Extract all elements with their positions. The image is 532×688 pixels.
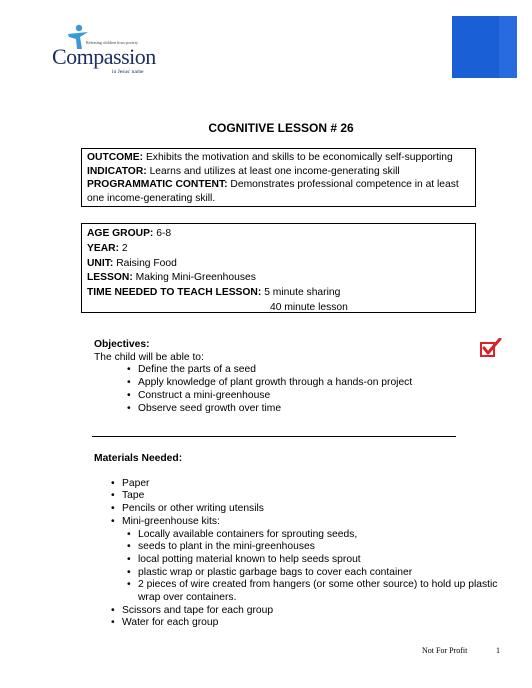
logo-tagline: Releasing children from poverty [86, 40, 138, 45]
list-item: • seeds to plant in the mini-greenhouses [138, 541, 514, 554]
lesson-row [87, 271, 470, 286]
materials-list [122, 478, 514, 630]
materials-heading: Materials Needed: [94, 453, 183, 464]
unit-value: Raising Food [116, 257, 177, 269]
page-title: COGNITIVE LESSON # 26 [208, 121, 354, 135]
page-number: 1 [496, 646, 500, 655]
objectives-section [94, 339, 474, 415]
time-label: TIME NEEDED TO TEACH LESSON: [87, 287, 262, 299]
lesson-label: LESSON: [87, 272, 133, 284]
year-label: YEAR: [87, 242, 120, 254]
year-row [87, 242, 470, 257]
outcome-label: OUTCOME: [87, 152, 144, 163]
list-item: • Apply knowledge of plant growth through a hands-on project [138, 377, 474, 390]
outcome-row [87, 151, 470, 165]
age-group-label: AGE GROUP: [87, 228, 154, 239]
decorative-blue-box [452, 16, 517, 78]
indicator-text: Learns and utilizes at least one income-generating skill [149, 165, 400, 177]
age-group-value: 6-8 [156, 228, 172, 239]
unit-row [87, 257, 470, 272]
programmatic-text: Demonstrates professional competence in at least one income-generating skill. [87, 179, 459, 204]
time-value-2: 40 minute lesson [270, 301, 348, 313]
outcome-box [81, 148, 476, 207]
objectives-list [138, 364, 474, 415]
checkbox-check-icon [480, 338, 502, 358]
page-footer [422, 646, 500, 655]
list-item: • Construct a mini-greenhouse [138, 390, 474, 403]
indicator-row [87, 165, 470, 179]
outcome-text: Exhibits the motivation and skills to be economically self-supporting [145, 152, 453, 163]
objectives-heading: Objectives: [94, 339, 150, 350]
section-divider [92, 436, 456, 437]
lesson-info-box [81, 223, 476, 313]
objectives-intro: The child will be able to: [94, 351, 204, 363]
materials-section [94, 453, 514, 630]
list-item: • 2 pieces of wire created from hangers (or some other source) to hold up plastic wrap over containers. [138, 579, 514, 604]
list-item: • Pencils or other writing utensils [122, 503, 514, 516]
year-value: 2 [121, 242, 128, 254]
footer-note: Not For Profit [422, 646, 468, 655]
compassion-logo [52, 24, 167, 75]
list-item: • plastic wrap or plastic garbage bags to cover each container [138, 567, 514, 580]
programmatic-label: PROGRAMMATIC CONTENT: [87, 179, 228, 190]
lesson-value: Making Mini-Greenhouses [135, 272, 256, 284]
logo-brand: Compassion [52, 44, 156, 69]
indicator-label: INDICATOR: [87, 165, 147, 177]
kit-label: Mini-greenhouse kits: [122, 515, 220, 527]
list-item [122, 516, 514, 605]
list-item: • Water for each group [122, 617, 514, 630]
blue-box-shade [499, 16, 517, 78]
time-row [87, 286, 470, 301]
list-item: • Observe seed growth over time [138, 403, 474, 416]
list-item: • Locally available containers for sprouting seeds, [138, 529, 514, 542]
unit-label: UNIT: [87, 257, 114, 269]
list-item: • local potting material known to help seeds sprout [138, 554, 514, 567]
kit-sublist [138, 529, 514, 605]
list-item: • Tape [122, 490, 514, 503]
list-item: • Paper [122, 478, 514, 491]
list-item: • Scissors and tape for each group [122, 605, 514, 618]
age-group-row [87, 227, 470, 242]
time-row-2 [87, 301, 470, 316]
list-item: • Define the parts of a seed [138, 364, 474, 377]
time-value-1: 5 minute sharing [264, 287, 341, 299]
programmatic-row [87, 178, 470, 205]
logo-subtitle: in Jesus' name [112, 69, 144, 75]
